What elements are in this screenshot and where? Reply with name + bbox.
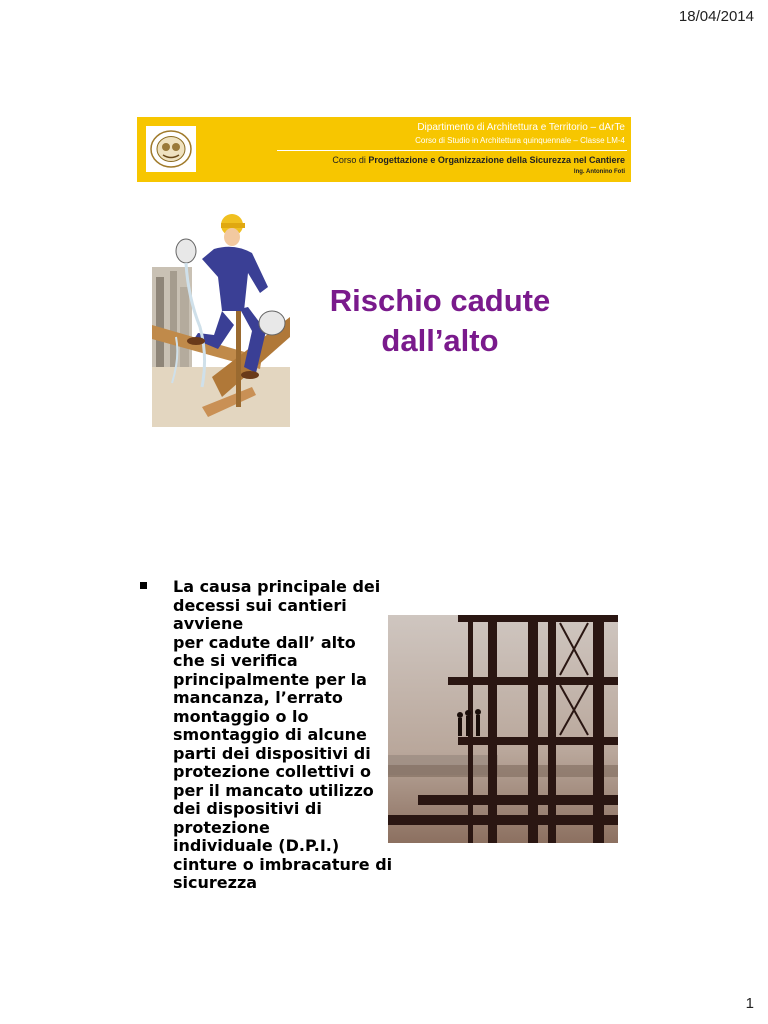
course-of-study: Corso di Studio in Architettura quinquennale – Classe LM-4: [415, 136, 625, 145]
department-name: Dipartimento di Architettura e Territorio – dArTe: [417, 122, 625, 133]
bullet-line: protezione collettivi o: [173, 762, 371, 781]
bullet-square-icon: [140, 582, 147, 589]
slide-date: 18/04/2014: [678, 8, 754, 25]
bullet-line: La causa principale dei: [173, 577, 381, 596]
university-seal-logo: [146, 126, 196, 172]
course-title: [332, 155, 625, 165]
bullet-line: per il mancato utilizzo: [173, 780, 374, 800]
bullet-line: avviene: [173, 614, 244, 633]
bullet-line: che si verifica: [173, 651, 298, 670]
banner-divider: [277, 150, 627, 151]
bullet-line: parti dei dispositivi di: [173, 743, 371, 763]
course-prefix: Corso di: [332, 155, 369, 165]
bullet-line: per cadute dall’ alto: [173, 632, 356, 652]
bullet-line: protezione: [173, 817, 270, 837]
bullet-paragraph: [173, 578, 398, 893]
bullet-line: dei dispositivi di: [173, 799, 322, 818]
bullet-line: sicurezza: [173, 873, 258, 892]
course-name: Progettazione e Organizzazione della Sicurezza nel Cantiere: [368, 155, 625, 165]
bullet-line: cinture o imbracature di: [173, 854, 393, 874]
page-number: 1: [745, 995, 754, 1012]
instructor-name: Ing. Antonino Foti: [573, 169, 625, 175]
bullet-line: decessi sui cantieri: [173, 595, 347, 615]
bullet-line: individuale (D.P.I.): [173, 836, 340, 855]
slide-title-line-1: Rischio cadute: [329, 283, 551, 318]
fallen-worker-illustration: [152, 207, 290, 427]
bullet-line: smontaggio di alcune: [173, 725, 367, 744]
steel-frame-construction-photo: [388, 615, 618, 843]
slide-title-line-2: dall’alto: [381, 323, 499, 358]
bullet-line: montaggio o lo: [173, 706, 309, 726]
bullet-line: mancanza, l’errato: [173, 688, 343, 707]
university-banner: [137, 117, 631, 182]
slide-title: [300, 281, 580, 361]
bullet-line: principalmente per la: [173, 669, 367, 689]
